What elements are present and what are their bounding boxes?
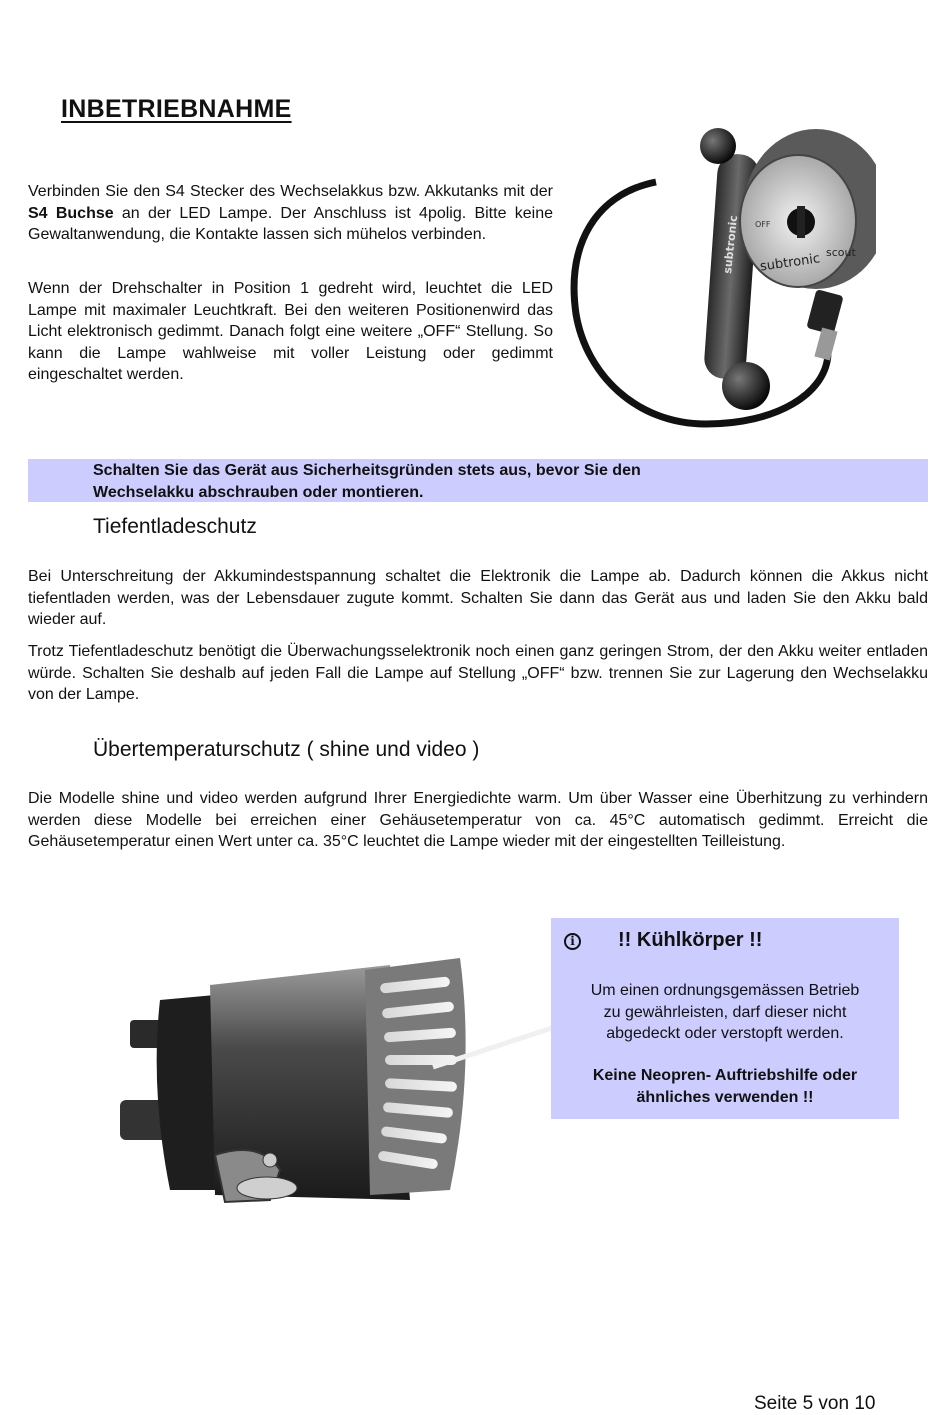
page-number: Seite 5 von 10 xyxy=(754,1393,876,1414)
info-box-title: !! Kühlkörper !! xyxy=(618,929,763,951)
tank-top-ball xyxy=(700,128,736,164)
warning-line-1: Schalten Sie das Gerät aus Sicherheitsgründen stets aus, bevor Sie den xyxy=(93,462,641,479)
heading-overtemperature: Übertemperaturschutz ( shine und video ) xyxy=(93,738,480,761)
dial-off-label: OFF xyxy=(755,220,771,229)
warning-line-2: Wechselakku abschrauben oder montieren. xyxy=(93,484,424,501)
info-warning-line: ähnliches verwenden !! xyxy=(636,1088,814,1106)
switch-knob xyxy=(797,206,805,238)
handle-brand: subtronic xyxy=(721,214,741,275)
tank-bottom-ball xyxy=(722,362,770,410)
info-icon: i xyxy=(564,933,581,950)
s4-connector xyxy=(806,289,843,335)
bracket-screw-icon xyxy=(263,1153,277,1167)
lamp-battery-photo xyxy=(556,124,876,444)
intro-text-end: an der LED Lampe. Der Anschluss ist 4polig. Bitte keine Gewaltanwendung, die Kontakte lassen sich mühelos verbinden. xyxy=(28,204,553,243)
overtemperature-paragraph: Die Modelle shine und video werden aufgrund Ihrer Energiedichte warm. Um über Wasser eine Überhitzung zu verhindern werden diese Modelle bei erreichen einer Gehäusetemperatur von ca. 45°C automatisch gedimmt. Erreicht die Gehäusetemperatur einen Wert unter ca. 35°C leuchtet die Lampe wieder mit der eingestellten Teilleistung. xyxy=(28,790,928,850)
info-body-line: zu gewährleisten, darf dieser nicht xyxy=(603,1003,847,1021)
lamp-head-photo xyxy=(120,940,560,1220)
rear-cap xyxy=(157,995,215,1190)
intro-paragraph-1 xyxy=(28,181,553,246)
warning-box xyxy=(28,459,928,502)
info-warning-line: Keine Neopren- Auftriebshilfe oder xyxy=(592,1067,858,1084)
warning-text xyxy=(93,460,641,504)
heading-deep-discharge: Tiefentladeschutz xyxy=(93,515,257,538)
deep-discharge-paragraph-1: Bei Unterschreitung der Akkumindestspannung schaltet die Elektronik die Lampe ab. Dadurch können die Akkus nicht tiefentladen werden, was der Lebensdauer zugute kommt. Schalten Sie dann das Gerät aus und laden Sie den Akku bald wieder auf. xyxy=(28,568,928,628)
switch-plate xyxy=(237,1177,297,1199)
lamp-model-label: scout xyxy=(826,246,856,259)
connector-sleeve xyxy=(814,327,837,360)
info-body-line: abgedeckt oder verstopft werden. xyxy=(606,1025,844,1042)
info-box-warning xyxy=(551,1065,899,1108)
info-box-heatsink xyxy=(551,918,899,1119)
info-box-body xyxy=(551,980,899,1045)
callout-line xyxy=(430,1025,555,1070)
intro-bold-text: S4 Buchse xyxy=(28,204,114,222)
deep-discharge-paragraph-2: Trotz Tiefentladeschutz benötigt die Überwachungsselektronik noch einen ganz geringen Strom, der den Akku weiter entladen würde. Schalten Sie deshalb auf jeden Fall die Lampe auf Stellung „OFF“ bzw. trennen Sie zur Lagerung den Wechselakku von der Lampe. xyxy=(28,643,928,703)
page-title: INBETRIEBNAHME xyxy=(61,95,292,123)
intro-text: Verbinden Sie den S4 Stecker des Wechselakkus bzw. Akkutanks mit der xyxy=(28,183,553,200)
lamp-brand-label: subtronic xyxy=(759,251,822,275)
intro-paragraph-2: Wenn der Drehschalter in Position 1 gedreht wird, leuchtet die LED Lampe mit maximaler Leuchtkraft. Bei den weiteren Positionenwird das Licht elektronisch gedimmt. Danach folgt eine weitere „OFF“ Stellung. So kann die Lampe wahlweise mit voller Leistung oder gedimmt eingeschaltet werden. xyxy=(28,280,553,383)
info-body-line: Um einen ordnungsgemässen Betrieb xyxy=(590,982,860,999)
cooling-fins xyxy=(365,958,466,1195)
